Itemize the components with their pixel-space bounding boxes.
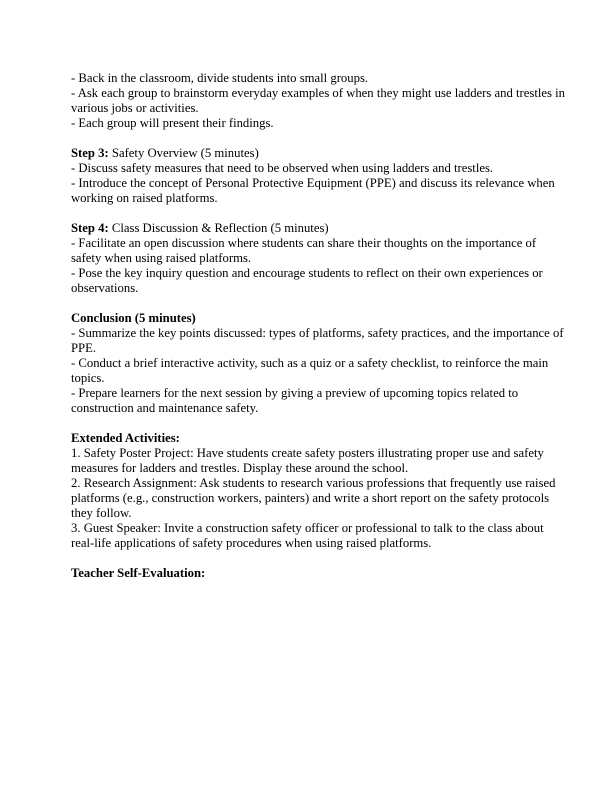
text-run: various jobs or activities. bbox=[71, 101, 199, 115]
text-run: Class Discussion & Reflection (5 minutes) bbox=[108, 221, 329, 235]
text-line bbox=[71, 506, 543, 521]
text-run: platforms (e.g., construction workers, painters) and write a short report on the safety protocols bbox=[71, 491, 550, 505]
text-line bbox=[71, 356, 549, 371]
text-run: Safety Overview (5 minutes) bbox=[108, 146, 259, 160]
paragraph-group-activity-steps bbox=[71, 71, 565, 131]
text-line bbox=[71, 536, 543, 551]
text-run: real-life applications of safety procedures when using raised platforms. bbox=[71, 536, 432, 550]
text-run: working on raised platforms. bbox=[71, 191, 218, 205]
text-run: - Back in the classroom, divide students into small groups. bbox=[71, 71, 369, 85]
text-run: measures for ladders and trestles. Display these around the school. bbox=[71, 461, 409, 475]
text-line bbox=[71, 566, 543, 581]
text-run: 2. Research Assignment: Ask students to research various professions that frequently use raised bbox=[71, 476, 556, 490]
text-run: construction and maintenance safety. bbox=[71, 401, 259, 415]
text-run: - Ask each group to brainstorm everyday examples of when they might use ladders and trestles in bbox=[71, 86, 565, 100]
text-run: they follow. bbox=[71, 506, 132, 520]
bold-text-run: Conclusion (5 minutes) bbox=[71, 311, 196, 325]
text-line bbox=[71, 476, 556, 491]
text-run: PPE. bbox=[71, 341, 97, 355]
text-line bbox=[71, 161, 543, 176]
text-line bbox=[71, 221, 543, 236]
text-line bbox=[71, 251, 543, 266]
text-run: - Pose the key inquiry question and encourage students to reflect on their own experiences or bbox=[71, 266, 543, 280]
text-line bbox=[71, 191, 543, 206]
paragraph-conclusion bbox=[71, 311, 564, 416]
paragraph-step-3-safety-overview bbox=[71, 146, 555, 206]
bold-text-run: Step 4: bbox=[71, 221, 109, 235]
text-run: safety when using raised platforms. bbox=[71, 251, 252, 265]
text-line bbox=[71, 176, 555, 191]
bold-text-run: Step 3: bbox=[71, 146, 109, 160]
text-run: - Facilitate an open discussion where students can share their thoughts on the importance of bbox=[71, 236, 537, 250]
text-line bbox=[71, 386, 543, 401]
text-line bbox=[71, 281, 543, 296]
text-run: - Summarize the key points discussed: types of platforms, safety practices, and the importance of bbox=[71, 326, 564, 340]
text-line bbox=[71, 86, 565, 101]
text-line bbox=[71, 446, 543, 461]
paragraph-step-4-class-discussion bbox=[71, 221, 543, 296]
text-line bbox=[71, 431, 543, 446]
text-line bbox=[71, 521, 543, 536]
bold-text-run: Extended Activities: bbox=[71, 431, 180, 445]
text-run: 1. Safety Poster Project: Have students create safety posters illustrating proper use and safety bbox=[71, 446, 544, 460]
text-line bbox=[71, 266, 543, 281]
text-line bbox=[71, 326, 564, 341]
text-line bbox=[71, 401, 543, 416]
text-line bbox=[71, 371, 543, 386]
text-line bbox=[71, 236, 543, 251]
text-line bbox=[71, 116, 543, 131]
text-run: observations. bbox=[71, 281, 139, 295]
text-run: - Conduct a brief interactive activity, such as a quiz or a safety checklist, to reinforce the main bbox=[71, 356, 549, 370]
text-line bbox=[71, 146, 543, 161]
document-body bbox=[71, 71, 565, 581]
text-line bbox=[71, 311, 543, 326]
text-line bbox=[71, 101, 543, 116]
text-line bbox=[71, 461, 543, 476]
text-line bbox=[71, 71, 543, 86]
bold-text-run: Teacher Self-Evaluation: bbox=[71, 566, 206, 580]
text-line bbox=[71, 341, 543, 356]
text-run: - Prepare learners for the next session by giving a preview of upcoming topics related to bbox=[71, 386, 519, 400]
text-run: topics. bbox=[71, 371, 105, 385]
paragraph-teacher-self-evaluation bbox=[71, 566, 543, 581]
text-line bbox=[71, 491, 550, 506]
paragraph-extended-activities bbox=[71, 431, 556, 551]
text-run: - Discuss safety measures that need to be observed when using ladders and trestles. bbox=[71, 161, 494, 175]
text-run: - Each group will present their findings. bbox=[71, 116, 274, 130]
text-run: - Introduce the concept of Personal Protective Equipment (PPE) and discuss its relevance when bbox=[71, 176, 555, 190]
text-run: 3. Guest Speaker: Invite a construction safety officer or professional to talk to the class about bbox=[71, 521, 544, 535]
